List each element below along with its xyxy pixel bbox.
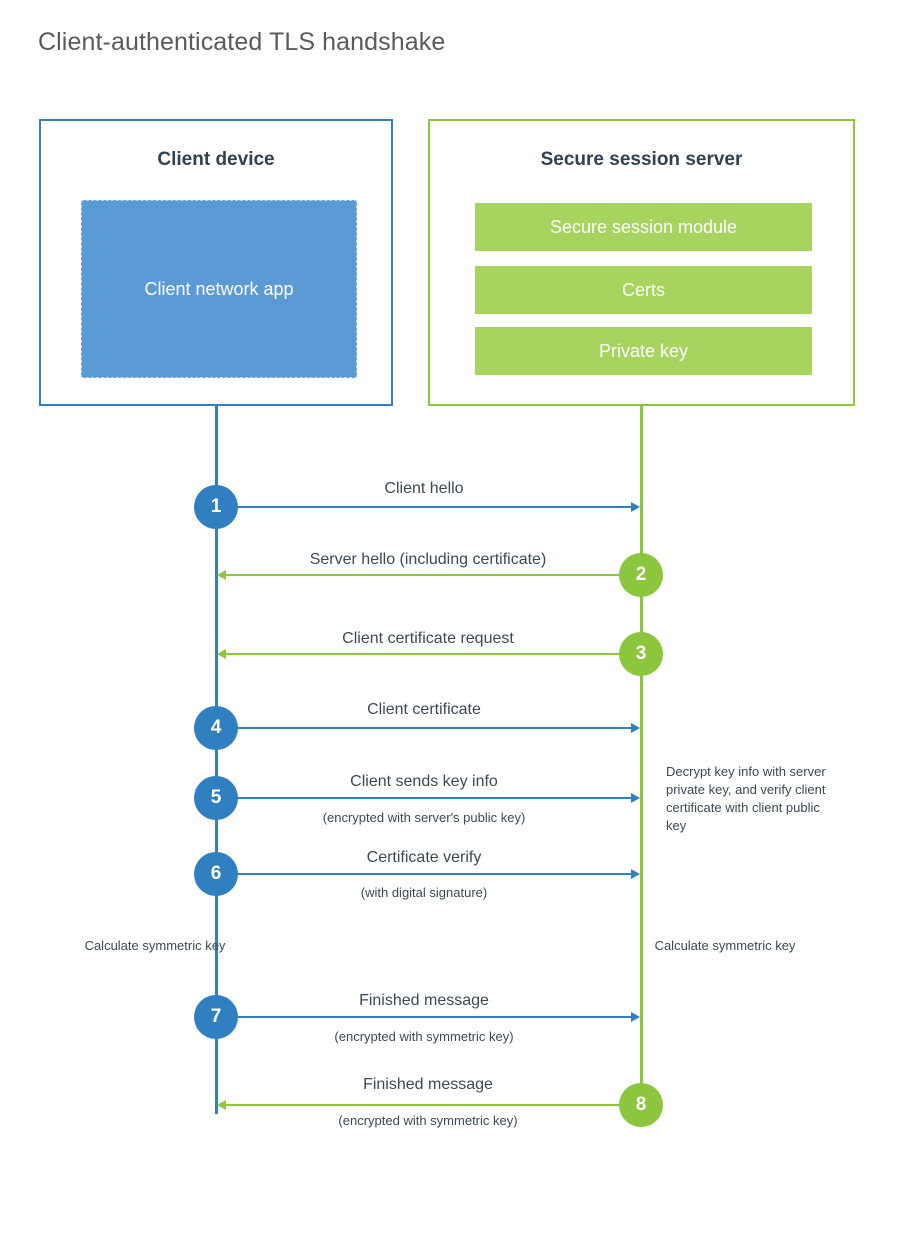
secure-session-server-title: Secure session server (540, 149, 743, 170)
arrowhead-left-icon (217, 570, 226, 580)
arrowhead-left-icon (217, 649, 226, 659)
label-step-5: Client sends key info (350, 773, 498, 790)
step-marker-5: 5 (194, 776, 238, 820)
label-step-3: Client certificate request (342, 630, 514, 647)
label-step-8: Finished message (363, 1076, 493, 1093)
note-client-calculate-symmetric-key: Calculate symmetric key (84, 938, 226, 953)
sublabel-step-8: (encrypted with symmetric key) (338, 1113, 518, 1128)
step-marker-4: 4 (194, 706, 238, 750)
server-item-secure-session-module: Secure session module (475, 203, 812, 251)
arrow-step-4 (217, 727, 631, 729)
step-marker-7: 7 (194, 995, 238, 1039)
label-step-1: Client hello (384, 480, 464, 497)
sublabel-step-5: (encrypted with server's public key) (322, 810, 526, 825)
arrowhead-right-icon (631, 869, 640, 879)
arrow-step-1 (217, 506, 631, 508)
server-item-certs: Certs (475, 266, 812, 314)
note-server-calculate-symmetric-key: Calculate symmetric key (654, 938, 796, 953)
arrowhead-right-icon (631, 502, 640, 512)
arrow-step-8 (226, 1104, 620, 1106)
arrowhead-right-icon (631, 793, 640, 803)
arrowhead-right-icon (631, 1012, 640, 1022)
server-item-private-key: Private key (475, 327, 812, 375)
sublabel-step-7: (encrypted with symmetric key) (334, 1029, 514, 1044)
client-device-title: Client device (157, 149, 275, 170)
sublabel-step-6: (with digital signature) (360, 885, 488, 900)
arrow-step-2 (226, 574, 620, 576)
arrow-step-3 (226, 653, 620, 655)
arrowhead-right-icon (631, 723, 640, 733)
arrow-step-6 (217, 873, 631, 875)
arrowhead-left-icon (217, 1100, 226, 1110)
arrow-step-7 (217, 1016, 631, 1018)
note-server-decrypt: Decrypt key info with server private key, and verify client certificate with client public key (666, 764, 826, 833)
step-marker-1: 1 (194, 485, 238, 529)
label-step-2: Server hello (including certificate) (309, 551, 547, 568)
arrow-step-5 (217, 797, 631, 799)
server-lifeline (640, 406, 643, 1106)
label-step-6: Certificate verify (366, 849, 482, 866)
step-marker-2: 2 (619, 553, 663, 597)
secure-session-server-panel (428, 119, 855, 406)
label-step-7: Finished message (359, 992, 489, 1009)
page-title: Client-authenticated TLS handshake (38, 28, 446, 56)
step-marker-8: 8 (619, 1083, 663, 1127)
client-network-app-box: Client network app (81, 200, 357, 378)
label-step-4: Client certificate (367, 701, 481, 718)
client-device-panel (39, 119, 393, 406)
step-marker-6: 6 (194, 852, 238, 896)
step-marker-3: 3 (619, 632, 663, 676)
